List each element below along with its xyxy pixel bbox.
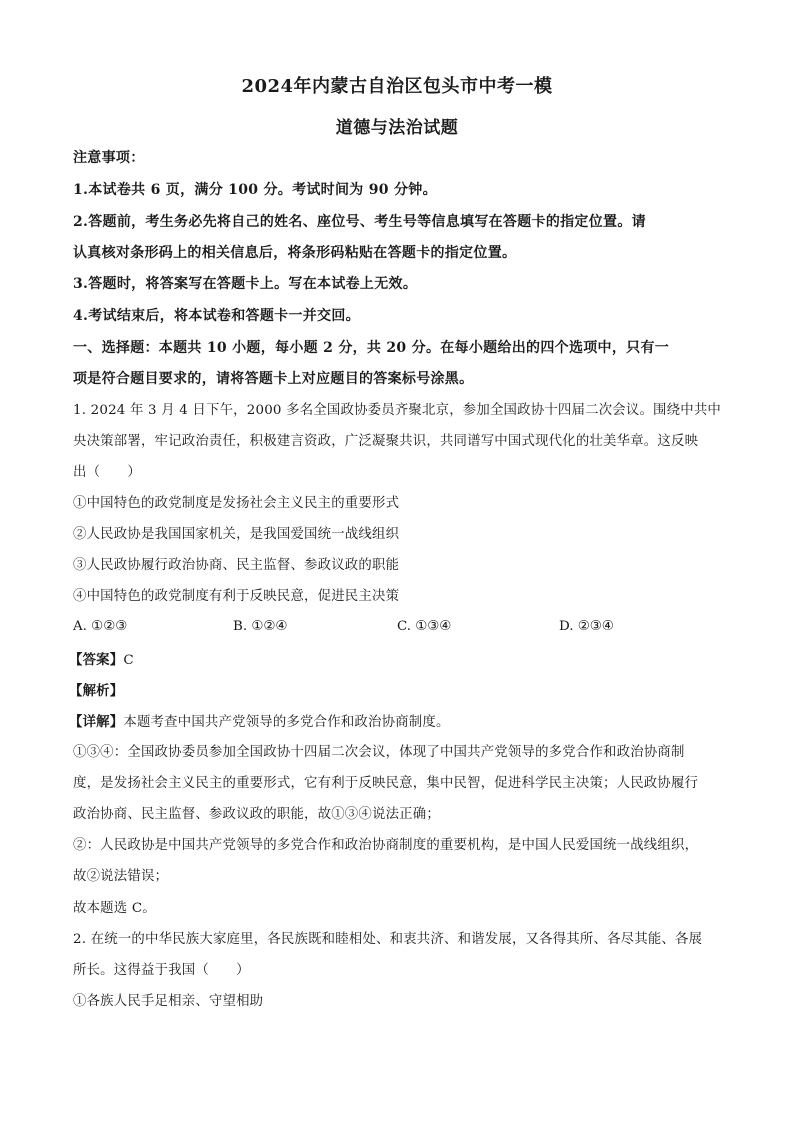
notice-item: 2.答题前，考生务必先将自己的姓名、座位号、考生号等信息填写在答题卡的指定位置。请	[73, 214, 646, 230]
q1-answer	[69, 650, 719, 671]
q1-option-b: B. ①②④	[233, 619, 288, 634]
q1-explain-line: 度，是发扬社会主义民主的重要形式，它有利于反映民意，集中民智，促进科学民主决策；人民政协履行	[73, 776, 699, 791]
notice-item: 1.本试卷共 6 页，满分 100 分。考试时间为 90 分钟。	[73, 182, 437, 198]
q1-stem-line: 出（ ）	[73, 465, 141, 480]
section-heading-cont: 项是符合题目要求的，请将答题卡上对应题目的答案标号涂黑。	[73, 371, 474, 387]
answer-value: C	[123, 653, 134, 668]
page-title: 2024年内蒙古自治区包头市中考一模	[241, 76, 553, 97]
notice-item: 3.答题时，将答案写在答题卡上。写在本试卷上无效。	[73, 276, 418, 292]
q1-explain-line: ②：人民政协是中国共产党领导的多党合作和政治协商制度的重要机构，是中国人民爱国统一战线组织，	[73, 838, 699, 853]
answer-tag: 【答案】	[69, 652, 124, 668]
section-heading: 一、选择题：本题共 10 小题，每小题 2 分，共 20 分。在每小题给出的四个选项中，只有一	[73, 340, 670, 356]
q2-statement: ①各族人民手足相亲、守望相助	[73, 994, 264, 1009]
q2-stem-line: 2. 在统一的中华民族大家庭里，各民族既和睦相处、和衷共济、和谐发展，又各得其所、各尽其能、各展	[73, 932, 703, 947]
page-subtitle: 道德与法治试题	[335, 118, 459, 138]
notice-heading: 注意事项：	[73, 150, 145, 166]
q1-statement: ②人民政协是我国国家机关，是我国爱国统一战线组织	[73, 527, 400, 542]
notice-item: 认真核对条形码上的相关信息后，将条形码粘贴在答题卡的指定位置。	[73, 245, 517, 261]
q1-option-d: D. ②③④	[559, 619, 614, 634]
q1-conclusion: 故本题选 C。	[73, 901, 156, 916]
q1-detail	[69, 712, 719, 733]
q1-stem-line: 央决策部署，牢记政治责任，积极建言资政，广泛凝聚共识，共同谱写中国式现代化的壮美华章。这反映	[73, 434, 699, 449]
notice-item: 4.考试结束后，将本试卷和答题卡一并交回。	[73, 308, 360, 324]
detail-text: 本题考查中国共产党领导的多党合作和政治协商制度。	[123, 715, 450, 730]
q1-explain-line: ①③④：全国政协委员参加全国政协十四届二次会议，体现了中国共产党领导的多党合作和政治协商制	[73, 745, 685, 760]
q1-explain-line: 故②说法错误；	[73, 869, 169, 884]
detail-tag: 【详解】	[69, 714, 124, 730]
q1-stem-line: 1. 2024 年 3 月 4 日下午，2000 多名全国政协委员齐聚北京，参加全国政协十四届二次会议。围绕中共中	[73, 403, 722, 418]
q1-option-a: A. ①②③	[73, 619, 128, 634]
q1-explain-line: 政治协商、民主监督、参政议政的职能，故①③④说法正确；	[73, 807, 440, 822]
q1-statement: ④中国特色的政党制度有利于反映民意，促进民主决策	[73, 589, 400, 604]
analysis-tag: 【解析】	[69, 683, 124, 699]
q1-statement: ①中国特色的政党制度是发扬社会主义民主的重要形式	[73, 496, 400, 511]
q1-statement: ③人民政协履行政治协商、民主监督、参政议政的职能	[73, 558, 400, 573]
q1-option-c: C. ①③④	[397, 619, 452, 634]
q2-stem-line: 所长。这得益于我国（ ）	[73, 963, 250, 978]
